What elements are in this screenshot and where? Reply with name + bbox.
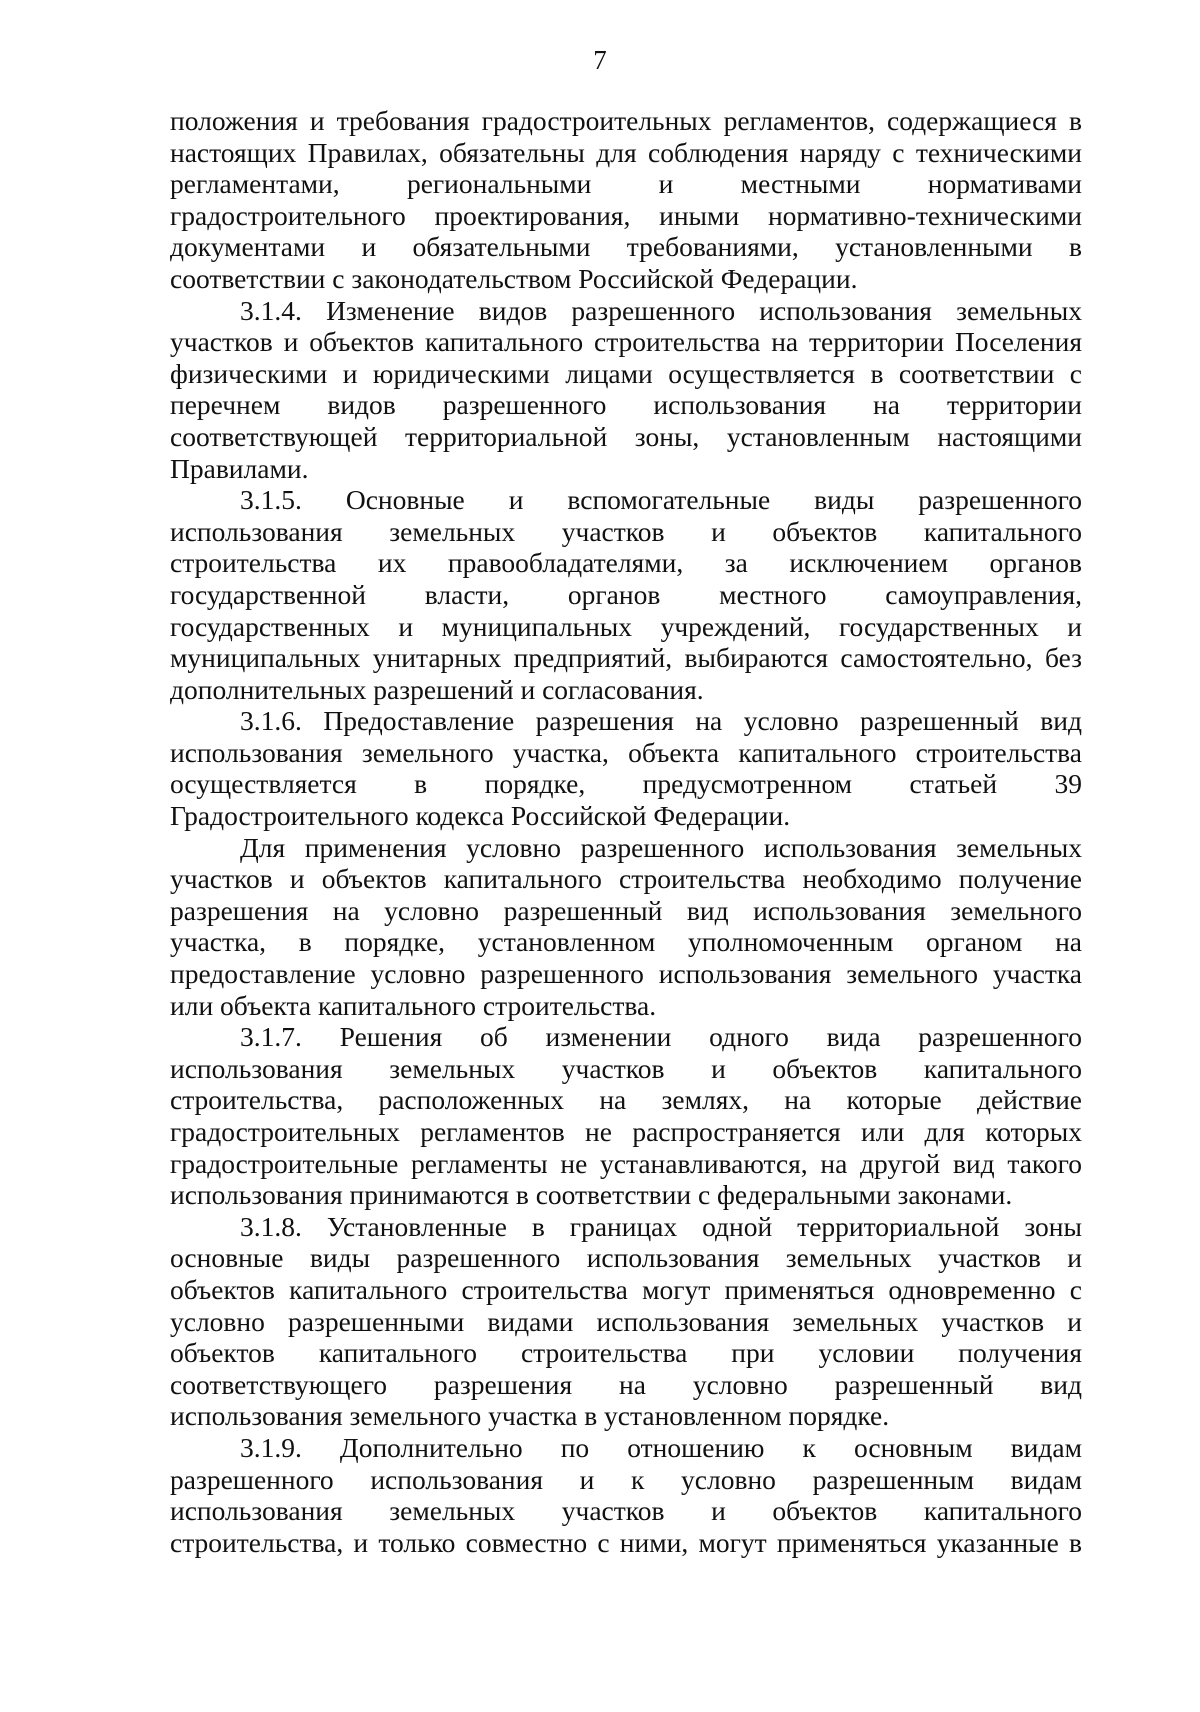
text-line: градостроительных регламентов не распространяется или для которых bbox=[170, 1116, 1082, 1147]
text-line: 3.1.7. Решения об изменении одного вида разрешенного bbox=[240, 1021, 1082, 1053]
paragraph-p-3-1-8 bbox=[170, 1211, 1082, 1432]
text-line: использования земельного участка, объекта капитального строительства bbox=[170, 736, 1082, 768]
paragraph-p-3-1-5 bbox=[170, 484, 1082, 705]
text-line: объектов капитального строительства могут применяться одновременно с bbox=[170, 1273, 1082, 1305]
text-line: настоящих Правилах, обязательны для соблюдения наряду с техническими bbox=[170, 136, 1082, 168]
text-line: разрешения на условно разрешенный вид использования земельного bbox=[170, 894, 1082, 926]
text-line: положения и требования градостроительных регламентов, содержащиеся в bbox=[170, 105, 1082, 136]
text-line: соответствии с законодательством Российской Федерации. bbox=[170, 262, 858, 294]
text-line: условно разрешенными видами использования земельных участков и bbox=[170, 1305, 1082, 1337]
text-line: физическими и юридическими лицами осуществляется в соответствии с bbox=[170, 357, 1082, 389]
text-line: 3.1.5. Основные и вспомогательные виды разрешенного bbox=[240, 484, 1082, 516]
text-line: строительства, расположенных на землях, на которые действие bbox=[170, 1084, 1082, 1116]
text-line: Правилами. bbox=[170, 452, 309, 484]
text-line: документами и обязательными требованиями, установленными в bbox=[170, 231, 1082, 263]
text-line: государственной власти, органов местного самоуправления, bbox=[170, 578, 1082, 610]
text-line: разрешенного использования и к условно разрешенным видам bbox=[170, 1463, 1082, 1495]
text-line: градостроительные регламенты не устанавливаются, на другой вид такого bbox=[170, 1147, 1082, 1179]
text-line: регламентами, региональными и местными нормативами bbox=[170, 168, 1082, 200]
text-line: перечнем видов разрешенного использования на территории bbox=[170, 389, 1082, 421]
text-line: 3.1.9. Дополнительно по отношению к основным видам bbox=[240, 1431, 1082, 1463]
paragraph-p-cont bbox=[170, 105, 1082, 295]
text-line: осуществляется в порядке, предусмотренном статьей 39 bbox=[170, 768, 1082, 800]
text-line: градостроительного проектирования, иными нормативно-техническими bbox=[170, 199, 1082, 231]
text-line: основные виды разрешенного использования земельных участков и bbox=[170, 1242, 1082, 1274]
paragraph-p-3-1-6 bbox=[170, 705, 1082, 831]
paragraph-p-3-1-9 bbox=[170, 1432, 1082, 1558]
text-line: участка, в порядке, установленном уполномоченным органом на bbox=[170, 926, 1082, 958]
text-line: строительства, и только совместно с ними, могут применяться указанные в bbox=[170, 1526, 1082, 1558]
text-line: соответствующей территориальной зоны, установленным настоящими bbox=[170, 420, 1082, 452]
text-line: или объекта капитального строительства. bbox=[170, 989, 657, 1021]
paragraph-p-3-1-7 bbox=[170, 1021, 1082, 1211]
paragraph-p-3-1-4 bbox=[170, 295, 1082, 485]
text-line: использования принимаются в соответствии с федеральными законами. bbox=[170, 1179, 1013, 1211]
text-line: объектов капитального строительства при условии получения bbox=[170, 1337, 1082, 1369]
text-line: муниципальных унитарных предприятий, выбираются самостоятельно, без bbox=[170, 642, 1082, 674]
text-line: государственных и муниципальных учреждений, государственных и bbox=[170, 610, 1082, 642]
text-line: 3.1.4. Изменение видов разрешенного использования земельных bbox=[240, 294, 1082, 326]
text-line: использования земельных участков и объектов капитального bbox=[170, 1495, 1082, 1527]
document-body bbox=[170, 105, 1082, 1558]
text-line: использования земельного участка в установленном порядке. bbox=[170, 1400, 890, 1432]
text-line: использования земельных участков и объектов капитального bbox=[170, 515, 1082, 547]
paragraph-p-conditional bbox=[170, 832, 1082, 1022]
text-line: 3.1.6. Предоставление разрешения на условно разрешенный вид bbox=[240, 705, 1082, 737]
text-line: 3.1.8. Установленные в границах одной территориальной зоны bbox=[240, 1210, 1082, 1242]
text-line: использования земельных участков и объектов капитального bbox=[170, 1052, 1082, 1084]
text-line: Градостроительного кодекса Российской Федерации. bbox=[170, 800, 791, 832]
text-line: строительства их правообладателями, за исключением органов bbox=[170, 547, 1082, 579]
page-number: 7 bbox=[593, 45, 607, 75]
text-line: участков и объектов капитального строительства на территории Поселения bbox=[170, 326, 1082, 358]
text-line: предоставление условно разрешенного использования земельного участка bbox=[170, 958, 1082, 990]
text-line: Для применения условно разрешенного использования земельных bbox=[240, 831, 1082, 863]
text-line: дополнительных разрешений и согласования. bbox=[170, 673, 704, 705]
text-line: соответствующего разрешения на условно разрешенный вид bbox=[170, 1368, 1082, 1400]
text-line: участков и объектов капитального строительства необходимо получение bbox=[170, 863, 1082, 895]
